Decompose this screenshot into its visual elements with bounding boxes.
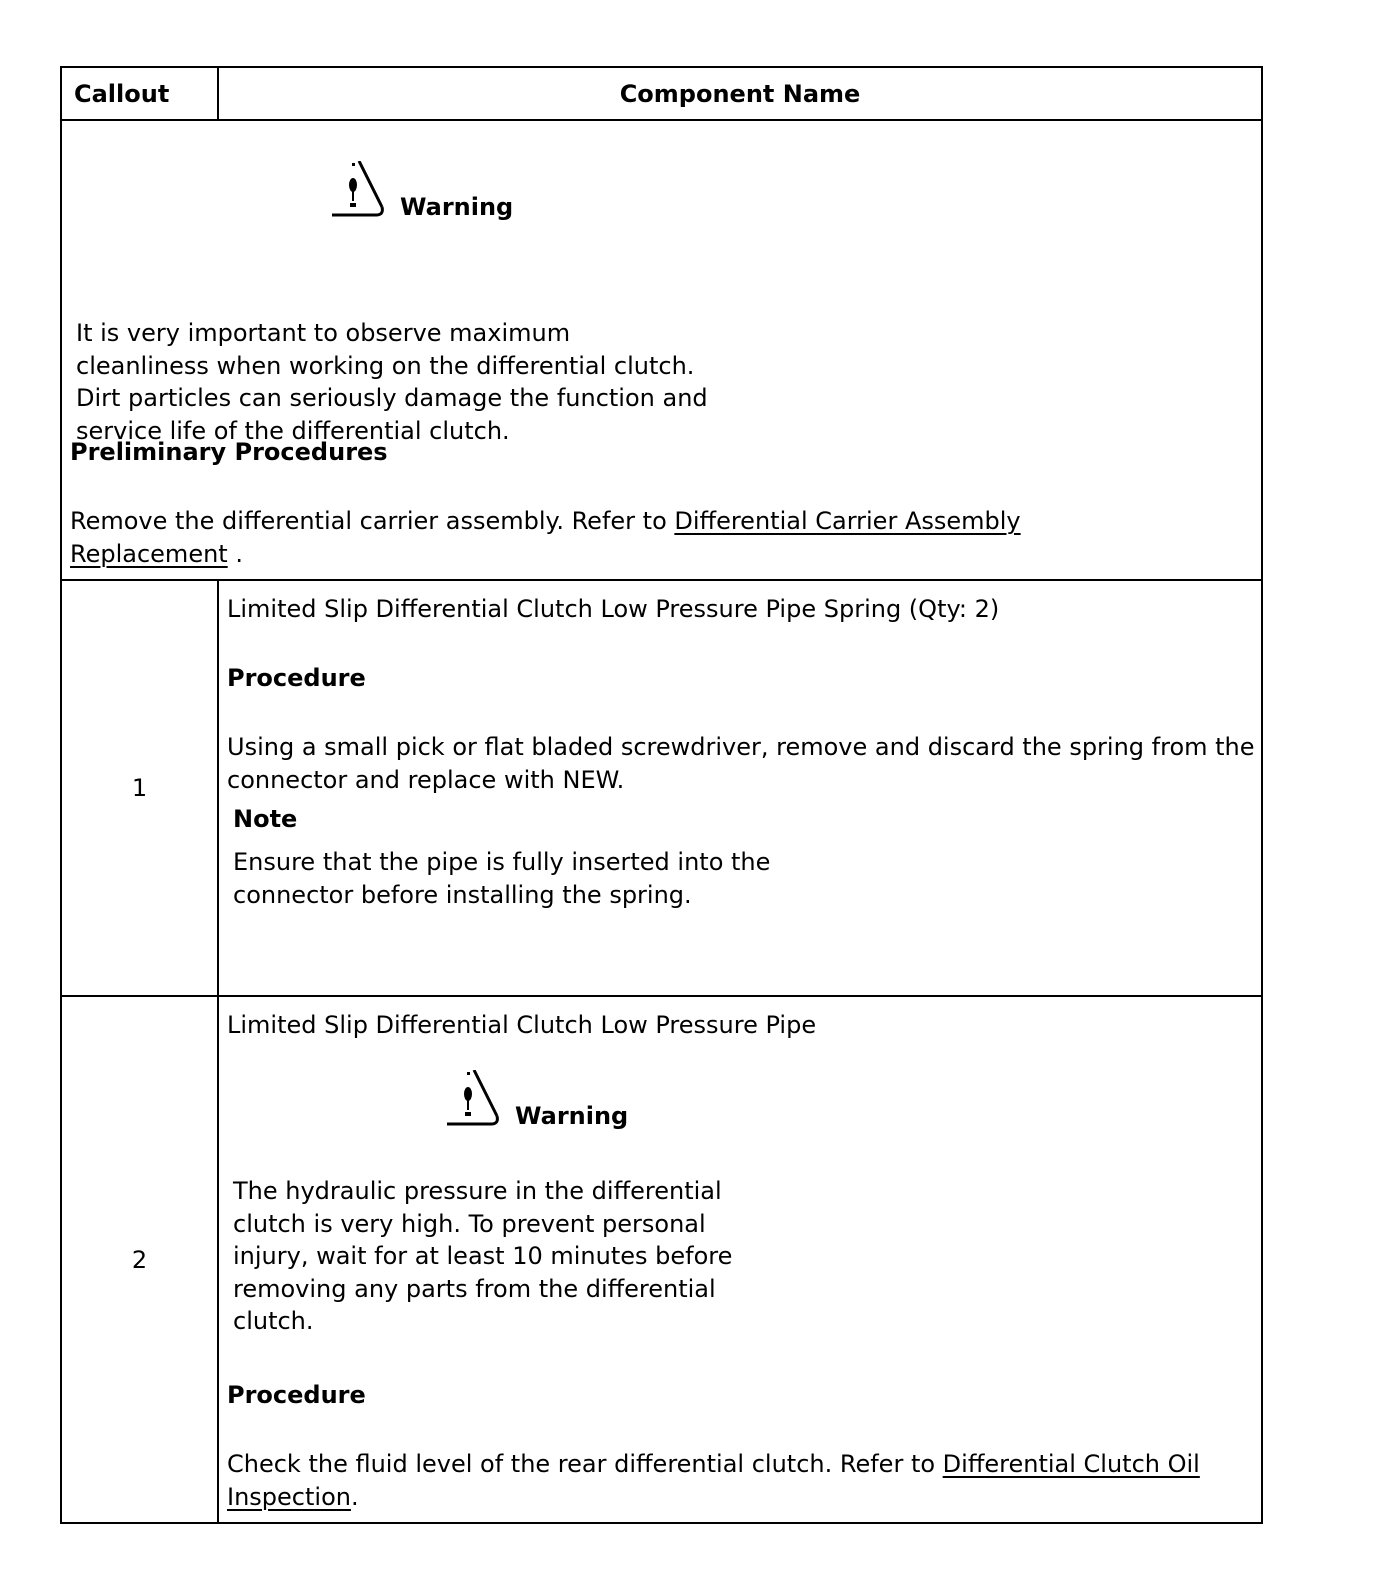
note-text: Ensure that the pipe is fully inserted into the connector before installing the spring.	[233, 848, 771, 909]
callout-number: 2	[61, 996, 218, 1523]
note-heading: Note	[233, 805, 298, 833]
component-name: Limited Slip Differential Clutch Low Pressure Pipe Spring (Qty: 2)	[227, 595, 1000, 623]
procedure-text: Using a small pick or flat bladed screwdriver, remove and discard the spring from the connector and replace with NEW.	[227, 733, 1255, 794]
header-component-name: Component Name	[218, 67, 1262, 120]
component-name: Limited Slip Differential Clutch Low Pressure Pipe	[227, 1011, 817, 1039]
table-row	[61, 580, 1262, 996]
warning-triangle-icon	[445, 1070, 501, 1128]
row2-warning-label: Warning	[515, 1102, 629, 1130]
preliminary-text: Remove the differential carrier assembly. Refer to Differential Carrier Assembly Replacement .	[70, 507, 1021, 568]
table-row	[61, 996, 1262, 1523]
intro-warning-header	[330, 161, 513, 219]
differential-carrier-assembly-link[interactable]: Differential Carrier Assembly Replacement	[70, 507, 1021, 568]
header-row	[61, 67, 1262, 120]
preliminary-heading: Preliminary Procedures	[70, 438, 388, 466]
component-table	[60, 66, 1263, 1524]
procedure-heading: Procedure	[227, 1381, 366, 1409]
row2-warning-text: The hydraulic pressure in the differential clutch is very high. To prevent personal injury, wait for at least 10 minutes before removing any parts from the differential clutch.	[233, 1177, 733, 1335]
row2-warning-header	[445, 1070, 628, 1128]
header-callout: Callout	[61, 67, 218, 120]
procedure-text: Check the fluid level of the rear differential clutch. Refer to Differential Clutch Oil Inspection.	[227, 1450, 1200, 1511]
warning-triangle-icon	[330, 161, 386, 219]
intro-warning-text: It is very important to observe maximum cleanliness when working on the differential clutch. Dirt particles can seriously damage the function and service life of the differential clutch.	[76, 319, 708, 445]
intro-row	[61, 120, 1262, 580]
differential-clutch-oil-inspection-link[interactable]: Differential Clutch Oil Inspection	[227, 1450, 1200, 1511]
intro-warning-label: Warning	[400, 193, 514, 221]
callout-number: 1	[61, 580, 218, 996]
procedure-heading: Procedure	[227, 664, 366, 692]
